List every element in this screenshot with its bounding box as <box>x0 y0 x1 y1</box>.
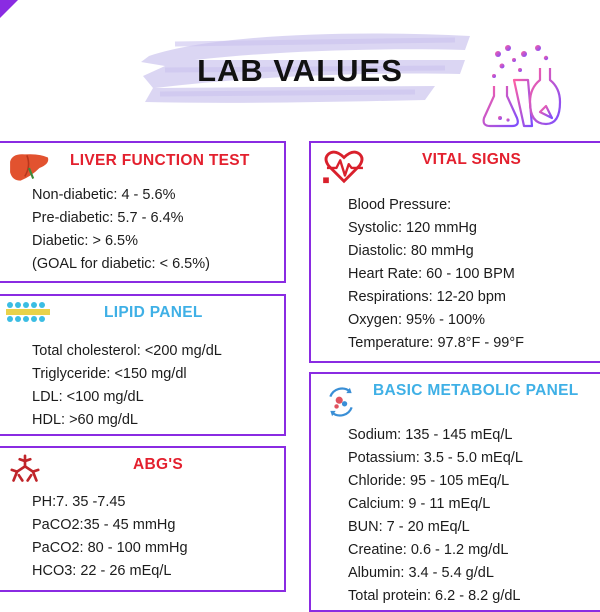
list-item: Creatine: 0.6 - 1.2 mg/dL <box>348 542 509 558</box>
cells-cycle-icon <box>325 386 357 418</box>
lab-flasks-icon <box>480 40 562 132</box>
liver-icon <box>8 151 50 183</box>
list-item: Diastolic: 80 mmHg <box>348 243 474 259</box>
list-item: PH:7. 35 -7.45 <box>32 494 126 510</box>
heart-monitor-icon <box>323 149 365 185</box>
list-item: Albumin: 3.4 - 5.4 g/dL <box>348 565 494 581</box>
list-item: Chloride: 95 - 105 mEq/L <box>348 473 510 489</box>
lungs-icon <box>10 454 40 484</box>
liver-function-list <box>32 184 210 276</box>
corner-decoration <box>0 0 18 18</box>
basic-metabolic-panel-heading: BASIC METABOLIC PANEL <box>373 382 579 399</box>
list-item: Total cholesterol: <200 mg/dL <box>32 343 222 359</box>
list-item: LDL: <100 mg/dL <box>32 389 144 405</box>
list-item: Temperature: 97.8°F - 99°F <box>348 335 525 351</box>
list-item: Calcium: 9 - 11 mEq/L <box>348 496 491 512</box>
list-item: Respirations: 12-20 bpm <box>348 289 506 305</box>
list-item: PaCO2: 80 - 100 mmHg <box>32 540 188 556</box>
list-item: BUN: 7 - 20 mEq/L <box>348 519 470 535</box>
lipid-panel-card <box>0 294 286 436</box>
basic-metabolic-panel-card <box>309 372 600 612</box>
list-item: Triglyceride: <150 mg/dl <box>32 366 187 382</box>
liver-function-card <box>0 141 286 283</box>
list-item: HCO3: 22 - 26 mEq/L <box>32 563 172 579</box>
vital-signs-card <box>309 141 600 363</box>
vital-signs-list <box>348 194 524 355</box>
abg-heading: ABG'S <box>133 456 183 473</box>
list-item: Diabetic: > 6.5% <box>32 233 138 249</box>
abg-list <box>32 491 188 583</box>
abg-card <box>0 446 286 592</box>
list-item: Sodium: 135 - 145 mEq/L <box>348 427 513 443</box>
list-item: Non-diabetic: 4 - 5.6% <box>32 187 176 203</box>
list-item: Blood Pressure: <box>348 197 452 213</box>
list-item: (GOAL for diabetic: < 6.5%) <box>32 256 210 272</box>
list-item: Total protein: 6.2 - 8.2 g/dL <box>348 588 521 604</box>
list-item: PaCO2:35 - 45 mmHg <box>32 517 176 533</box>
list-item: Heart Rate: 60 - 100 BPM <box>348 266 515 282</box>
basic-metabolic-panel-list <box>348 424 523 608</box>
list-item: HDL: >60 mg/dL <box>32 412 138 428</box>
list-item: Potassium: 3.5 - 5.0 mEq/L <box>348 450 523 466</box>
lipid-panel-list <box>32 340 222 432</box>
lipid-panel-heading: LIPID PANEL <box>104 304 203 321</box>
page-title: LAB VALUES <box>197 53 403 88</box>
list-item: Pre-diabetic: 5.7 - 6.4% <box>32 210 184 226</box>
list-item: Systolic: 120 mmHg <box>348 220 477 236</box>
vital-signs-heading: VITAL SIGNS <box>422 151 522 168</box>
list-item: Oxygen: 95% - 100% <box>348 312 486 328</box>
liver-function-heading: LIVER FUNCTION TEST <box>70 152 250 169</box>
cell-membrane-icon <box>6 300 50 324</box>
